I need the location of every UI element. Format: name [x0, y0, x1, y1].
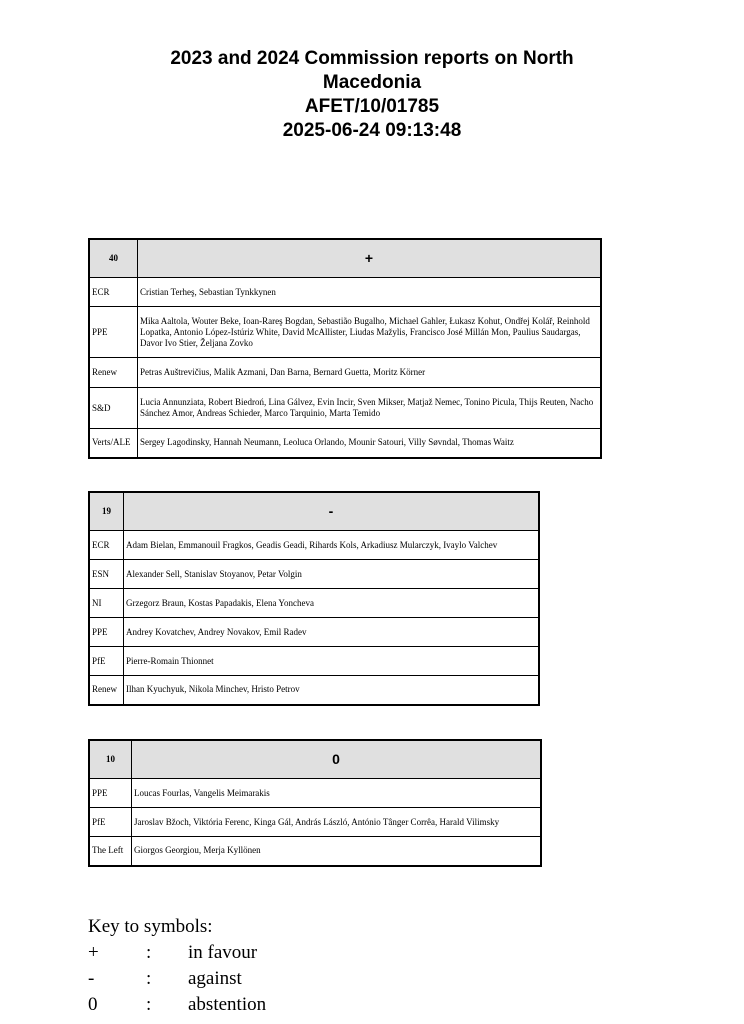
- group-cell: PPE: [89, 779, 132, 808]
- group-cell: PfE: [89, 647, 124, 676]
- names-cell: Adam Bielan, Emmanouil Fragkos, Geadis Geadi, Rihards Kols, Arkadiusz Mularczyk, Ivaylo Valchev: [124, 531, 540, 560]
- table-row: [89, 388, 601, 429]
- key-symbol: -: [88, 968, 95, 989]
- table-row: [89, 307, 601, 358]
- group-cell: ECR: [89, 278, 138, 307]
- key-meaning: against: [188, 968, 242, 989]
- key-symbol: +: [88, 942, 99, 963]
- table-row: [89, 779, 541, 808]
- document-title: [0, 47, 744, 143]
- table-row: [89, 560, 539, 589]
- names-cell: Loucas Fourlas, Vangelis Meimarakis: [132, 779, 542, 808]
- table-row: [89, 278, 601, 307]
- key-item: [88, 966, 242, 992]
- key-meaning: abstention: [188, 994, 267, 1015]
- group-cell: ECR: [89, 531, 124, 560]
- group-cell: Verts/ALE: [89, 429, 138, 458]
- names-cell: Jaroslav Bžoch, Viktória Ferenc, Kinga Gál, András László, António Tânger Corrêa, Harald Vilimsky: [132, 808, 542, 837]
- title-line-1: 2023 and 2024 Commission reports on North: [170, 48, 574, 69]
- title-line-4: 2025-06-24 09:13:48: [282, 120, 462, 141]
- vote-symbol: +: [138, 239, 602, 278]
- group-cell: ESN: [89, 560, 124, 589]
- table-row: [89, 429, 601, 458]
- group-cell: The Left: [89, 837, 132, 866]
- table-row: [89, 589, 539, 618]
- table-row: [89, 618, 539, 647]
- table-row: [89, 837, 541, 866]
- key-symbol: 0: [88, 994, 98, 1015]
- table-row: [89, 808, 541, 837]
- names-cell: Sergey Lagodinsky, Hannah Neumann, Leoluca Orlando, Mounir Satouri, Villy Søvndal, Thomas Waitz: [138, 429, 602, 458]
- vote-count: 40: [89, 239, 138, 278]
- symbol-key: [88, 914, 267, 1018]
- table-header-row: [89, 492, 539, 531]
- names-cell: Ilhan Kyuchyuk, Nikola Minchev, Hristo Petrov: [124, 676, 540, 705]
- names-cell: Cristian Terheş, Sebastian Tynkkynen: [138, 278, 602, 307]
- table-header-row: [89, 239, 601, 278]
- vote-symbol: -: [124, 492, 540, 531]
- group-cell: PfE: [89, 808, 132, 837]
- names-cell: Giorgos Georgiou, Merja Kyllönen: [132, 837, 542, 866]
- key-item: [88, 940, 258, 966]
- names-cell: Lucia Annunziata, Robert Biedroń, Lina Gálvez, Evin Incir, Sven Mikser, Matjaž Nemec, Tonino Picula, Thijs Reuten, Nacho Sánchez Amor, Andreas Schieder, Marco Tarquinio, Marta Temido: [138, 388, 602, 429]
- group-cell: Renew: [89, 676, 124, 705]
- key-colon: :: [146, 942, 152, 963]
- group-cell: Renew: [89, 358, 138, 388]
- table-row: [89, 531, 539, 560]
- title-line-3: AFET/10/01785: [304, 96, 440, 117]
- table-row: [89, 358, 601, 388]
- key-heading: Key to symbols:: [88, 916, 213, 937]
- key-meaning: in favour: [188, 942, 258, 963]
- group-cell: S&D: [89, 388, 138, 429]
- names-cell: Mika Aaltola, Wouter Beke, Ioan-Rareş Bogdan, Sebastião Bugalho, Michael Gahler, Łukasz Kohut, Ondřej Kolář, Reinhold Lopatka, Antonio López-Istúriz White, David McAllister, Liudas Mažylis, Francisco José Millán Mon, Paulius Saudargas, Davor Ivo Stier, Željana Zovko: [138, 307, 602, 358]
- vote-count: 19: [89, 492, 124, 531]
- names-cell: Petras Auštrevičius, Malik Azmani, Dan Barna, Bernard Guetta, Moritz Körner: [138, 358, 602, 388]
- names-cell: Alexander Sell, Stanislav Stoyanov, Petar Volgin: [124, 560, 540, 589]
- vote-table-abstention: [88, 739, 542, 867]
- table-row: [89, 647, 539, 676]
- vote-table-in-favour: [88, 238, 602, 459]
- table-row: [89, 676, 539, 705]
- group-cell: PPE: [89, 307, 138, 358]
- table-header-row: [89, 740, 541, 779]
- vote-count: 10: [89, 740, 132, 779]
- group-cell: PPE: [89, 618, 124, 647]
- names-cell: Pierre-Romain Thionnet: [124, 647, 540, 676]
- group-cell: NI: [89, 589, 124, 618]
- vote-table-against: [88, 491, 540, 706]
- key-colon: :: [146, 968, 152, 989]
- key-item: [88, 992, 267, 1018]
- vote-symbol: 0: [132, 740, 542, 779]
- key-colon: :: [146, 994, 152, 1015]
- title-line-2: Macedonia: [322, 72, 422, 93]
- names-cell: Andrey Kovatchev, Andrey Novakov, Emil Radev: [124, 618, 540, 647]
- names-cell: Grzegorz Braun, Kostas Papadakis, Elena Yoncheva: [124, 589, 540, 618]
